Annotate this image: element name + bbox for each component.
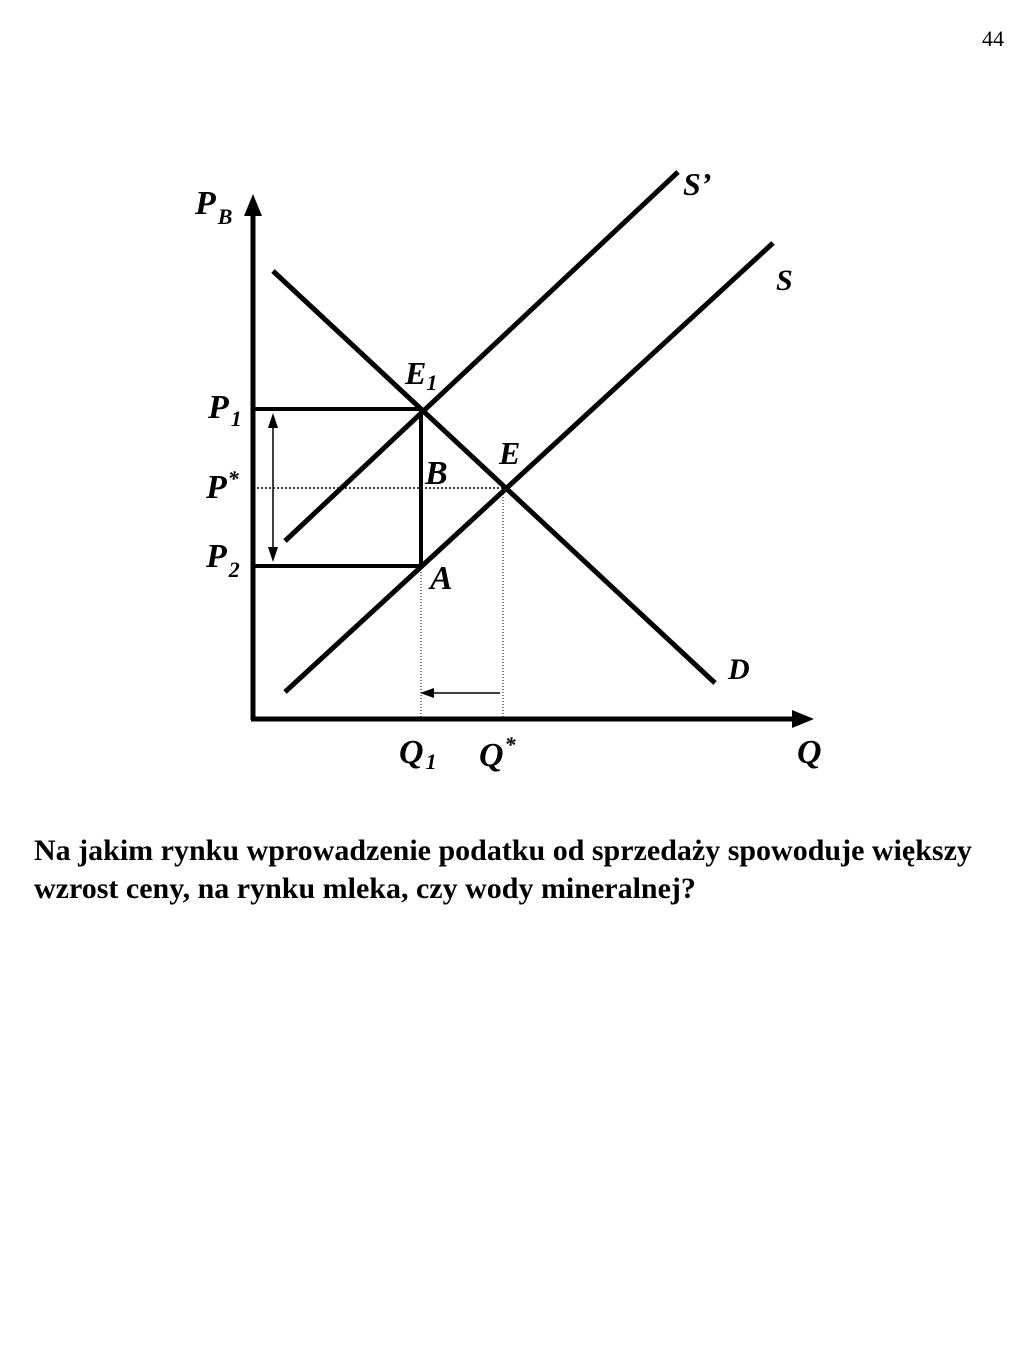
x-axis-arrowhead — [792, 710, 814, 728]
price-range-arrowhead-down — [268, 547, 278, 562]
price-range-arrowhead-up — [268, 413, 278, 428]
quantity-q1-label: Q1 — [399, 734, 437, 774]
supply-curve-shifted — [285, 172, 678, 541]
x-axis-label: Q — [797, 734, 822, 771]
demand-curve — [273, 271, 715, 683]
point-b-label: B — [425, 455, 448, 492]
quantity-shift-arrowhead — [420, 688, 434, 698]
supply-shifted-label: S’ — [683, 166, 712, 202]
point-e-label: E — [499, 435, 521, 471]
supply-label: S — [776, 264, 793, 297]
page-number: 44 — [982, 26, 1004, 51]
question-text: Na jakim rynku wprowadzenie podatku od sprzedaży spowoduje większy wzrost ceny, na rynku mleka, czy wody mineralnej? — [34, 834, 972, 905]
price-p2-label: $P_2$ — [206, 538, 240, 582]
point-e1-label: E1 — [405, 355, 438, 395]
demand-label: D — [728, 653, 750, 686]
quantity-qstar-label: Q* — [479, 732, 516, 774]
point-a-label: A — [430, 560, 453, 597]
y-axis-label: $P_B$ — [195, 185, 233, 229]
price-pstar-label: P* — [206, 466, 239, 506]
price-p1-label: $P_1$ — [208, 389, 242, 431]
y-axis-arrowhead — [244, 194, 262, 216]
